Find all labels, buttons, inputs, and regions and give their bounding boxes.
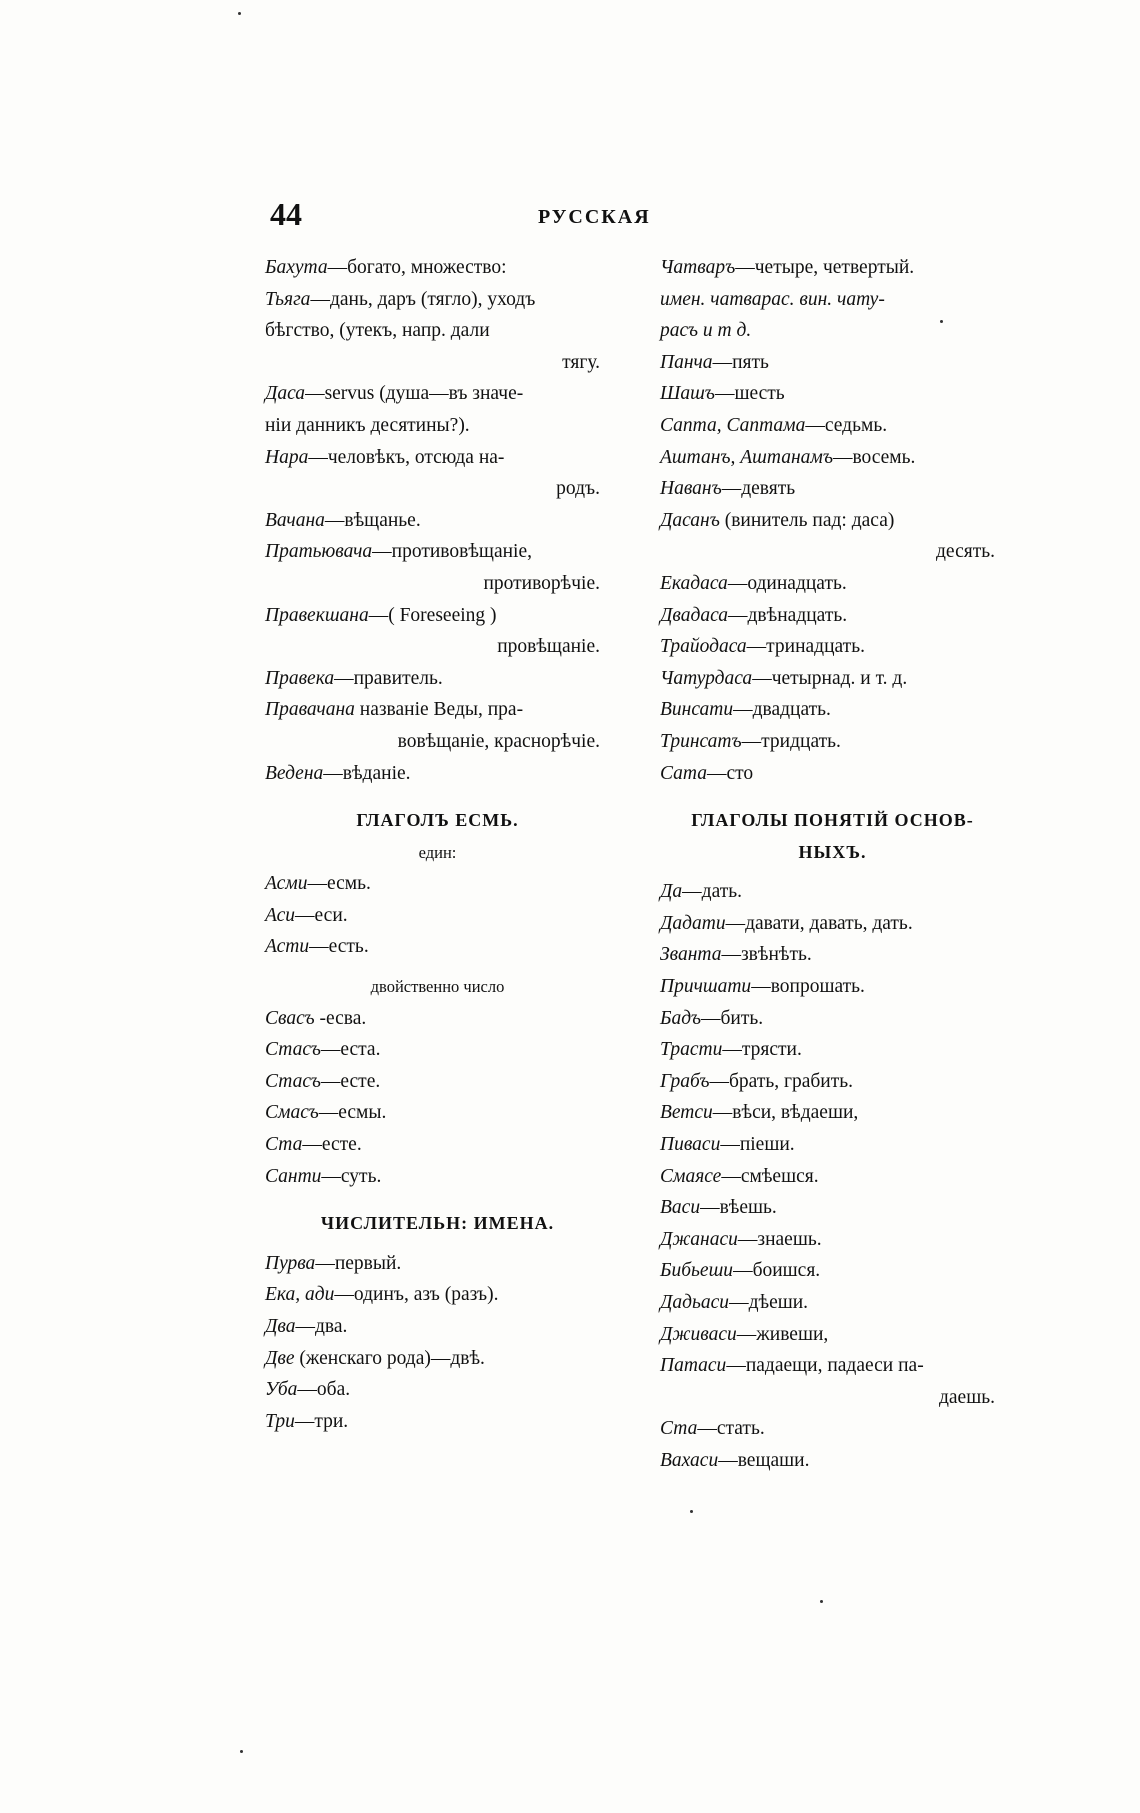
entry-term: Три — [265, 1410, 295, 1432]
text-line — [265, 1311, 610, 1343]
text-line — [265, 1066, 610, 1098]
verbs-basic-entries — [660, 876, 1005, 1476]
entry-definition: —противовѣщаніе, — [372, 541, 532, 563]
entry-definition: —вѣешь. — [700, 1197, 777, 1219]
text-line — [660, 1413, 1005, 1445]
verbs-basic-heading-line1: ГЛАГОЛЫ ПОНЯТІЙ ОСНОВ- — [691, 810, 974, 831]
text-line — [265, 1034, 610, 1066]
entry-definition: родъ. — [556, 478, 600, 500]
page-number: 44 — [270, 196, 302, 232]
entry-term: Вачана — [265, 509, 325, 531]
text-line — [660, 410, 1005, 442]
text-line — [660, 908, 1005, 940]
entry-term: Сата — [660, 762, 707, 784]
text-line — [265, 505, 610, 537]
entry-definition: —вещаши. — [718, 1449, 810, 1471]
entry-definition: —есте. — [320, 1070, 381, 1092]
text-line — [660, 284, 1005, 316]
text-line — [660, 568, 1005, 600]
entry-definition: (женскаго рода)—двѣ. — [294, 1347, 485, 1369]
entry-definition: —падаещи, падаеси па- — [726, 1355, 924, 1377]
print-speck — [238, 12, 241, 15]
entry-definition: —дань, даръ (тягло), уходъ — [310, 288, 536, 310]
text-line — [265, 347, 610, 379]
entry-definition: —человѣкъ, отсюда на- — [308, 446, 505, 468]
text-line — [265, 600, 610, 632]
text-line — [265, 315, 610, 347]
entry-definition: тягу. — [562, 351, 600, 373]
text-line — [265, 868, 610, 900]
dual-entries — [265, 1003, 610, 1193]
entry-definition: имен. чатварас. вин. чату- — [660, 288, 885, 310]
entry-term: Двадаса — [660, 604, 729, 626]
entry-term: Правекшана — [265, 604, 369, 626]
entry-definition: —давати, давать, дать. — [725, 912, 913, 934]
entry-definition: вовѣщаніе, краснорѣчіе. — [397, 730, 600, 752]
entry-term: Пратьювача — [265, 541, 373, 563]
text-line — [265, 473, 610, 505]
entry-term: Бибьеши — [660, 1260, 734, 1282]
entry-term: Васи — [660, 1197, 701, 1219]
entry-definition: —есмь. — [307, 873, 371, 895]
entry-definition: -есва. — [314, 1007, 367, 1029]
entry-definition: —суть. — [321, 1165, 382, 1187]
entry-definition: названіе Веды, пра- — [354, 699, 524, 721]
text-line — [660, 1097, 1005, 1129]
entry-definition: —знаешь. — [737, 1228, 822, 1250]
entry-definition: —смѣешся. — [721, 1165, 819, 1187]
entry-definition: —тринадцать. — [746, 636, 865, 658]
entry-term: Даса — [265, 383, 306, 405]
text-line — [660, 442, 1005, 474]
entry-definition: —правитель. — [334, 667, 443, 689]
text-line — [265, 252, 610, 284]
entry-definition: —восемь. — [832, 446, 916, 468]
entry-term: Смасъ — [265, 1102, 319, 1124]
entry-definition: —седьмь. — [805, 414, 888, 436]
numeral-entries — [265, 1248, 610, 1438]
entry-term: Пиваси — [660, 1134, 721, 1156]
text-line — [265, 1248, 610, 1280]
entry-definition: десять. — [936, 541, 995, 563]
text-line — [660, 600, 1005, 632]
entry-term: Сапта, Саптама — [660, 414, 806, 436]
entry-term: Бахута — [265, 257, 328, 278]
entry-definition: —тридцать. — [741, 730, 841, 752]
text-line — [660, 631, 1005, 663]
entry-definition: —есть. — [309, 936, 369, 958]
text-line — [660, 1224, 1005, 1256]
entry-term: Дадьаси — [660, 1292, 730, 1313]
entry-definition: —піеши. — [720, 1134, 795, 1156]
numerals-heading: ЧИСЛИТЕЛЬН: ИМЕНА. — [320, 1213, 555, 1234]
entry-term: Асти — [265, 936, 310, 958]
entry-definition: —servus (душа—въ значе- — [305, 383, 524, 405]
text-line — [265, 726, 610, 758]
entry-term: Трасти — [660, 1039, 723, 1061]
entry-definition: —одинадцать. — [727, 572, 847, 594]
entry-definition: —есте. — [302, 1134, 362, 1156]
print-speck — [940, 320, 943, 323]
entry-term: Чатурдаса — [660, 667, 753, 689]
entry-term: Нара — [265, 446, 309, 468]
text-line — [265, 758, 610, 790]
text-line — [660, 1350, 1005, 1382]
entry-term: Пурва — [265, 1252, 316, 1274]
entry-term: Винсати — [660, 699, 734, 721]
entry-term: Ста — [265, 1134, 303, 1156]
text-line — [265, 1406, 610, 1438]
entry-definition: —три. — [294, 1410, 349, 1432]
entry-definition: противорѣчіе. — [483, 572, 600, 594]
print-speck — [690, 1510, 693, 1513]
entry-term: Уба — [265, 1379, 298, 1401]
entry-definition: —дѣеши. — [729, 1292, 809, 1313]
text-line — [660, 1319, 1005, 1351]
text-line — [660, 378, 1005, 410]
entry-term: Смаясе — [660, 1165, 722, 1187]
entry-definition: —два. — [295, 1316, 348, 1337]
text-line — [660, 1161, 1005, 1193]
text-line — [660, 1066, 1005, 1098]
verbs-basic-heading-line2: НЫХЪ. — [798, 841, 867, 862]
entry-term: Чатваръ — [660, 257, 736, 278]
verb-esm-heading: ГЛАГОЛЪ ЕСМЬ. — [356, 810, 519, 831]
text-line — [660, 758, 1005, 790]
text-line — [660, 1287, 1005, 1319]
text-line — [265, 568, 610, 600]
entry-term: Тьяга — [265, 288, 311, 310]
entry-definition: даешь. — [938, 1386, 995, 1408]
entry-definition: —оба. — [297, 1379, 351, 1401]
text-line — [660, 1129, 1005, 1161]
entry-term: Аштанъ, Аштанамъ — [660, 446, 833, 468]
text-line — [660, 347, 1005, 379]
text-line — [660, 1003, 1005, 1035]
entry-term: Дадати — [660, 912, 726, 934]
dual-subheading: двойственно число — [370, 977, 505, 997]
running-head: РУССКАЯ — [538, 206, 651, 228]
entry-definition: расъ и т д. — [660, 320, 752, 342]
text-line — [265, 536, 610, 568]
entry-definition: провѣщаніе. — [497, 636, 600, 658]
entry-definition: —есмы. — [318, 1102, 387, 1124]
text-line — [265, 410, 610, 442]
entry-definition: —четырнад. и т. д. — [752, 667, 908, 689]
entry-term: Причшати — [660, 976, 752, 998]
entry-definition: —одинъ, азъ (разъ). — [334, 1284, 499, 1306]
text-line — [660, 536, 1005, 568]
entry-definition: —стать. — [697, 1418, 765, 1440]
entry-term: Санти — [265, 1165, 322, 1187]
entry-term: Джанаси — [660, 1228, 738, 1250]
text-line — [660, 663, 1005, 695]
text-line — [265, 1097, 610, 1129]
text-line — [660, 1255, 1005, 1287]
entry-definition: —боишся. — [733, 1260, 821, 1282]
entry-term: Екадаса — [660, 572, 728, 594]
entry-definition: —девять — [721, 478, 796, 500]
right-entries — [660, 252, 1005, 789]
entry-definition: —богато, множество: — [327, 257, 507, 278]
entry-term: Дасанъ — [660, 509, 720, 531]
text-line — [265, 1129, 610, 1161]
entry-term: Две — [265, 1347, 295, 1369]
entry-term: Тринсатъ — [660, 730, 742, 752]
entry-definition: —четыре, четвертый. — [735, 257, 915, 278]
text-line — [660, 1445, 1005, 1477]
entry-definition: —трясти. — [722, 1039, 802, 1061]
entry-term: Стасъ — [265, 1070, 321, 1092]
entry-definition: —еси. — [295, 904, 348, 926]
text-line — [660, 694, 1005, 726]
entry-term: Ека, ади — [265, 1284, 335, 1306]
text-line — [265, 663, 610, 695]
entry-definition: —звѣнѣть. — [721, 944, 812, 966]
entry-definition: бѣгство, (утекъ, напр. дали — [265, 320, 490, 342]
text-line — [265, 1279, 610, 1311]
entry-term: Званта — [660, 944, 722, 966]
verb-esm-entries — [265, 868, 610, 963]
text-line — [660, 252, 1005, 284]
text-line — [660, 473, 1005, 505]
entry-definition: (винитель пад: даса) — [719, 509, 895, 531]
text-line — [265, 1003, 610, 1035]
entry-term: Асми — [265, 873, 308, 895]
text-line — [660, 876, 1005, 908]
entry-term: Трайодаса — [660, 636, 747, 658]
entry-term: Аси — [265, 904, 296, 926]
entry-term: Шашъ — [660, 383, 715, 405]
left-column — [265, 252, 610, 1437]
entry-definition: —двадцать. — [733, 699, 831, 721]
entry-definition: —живеши, — [736, 1323, 829, 1345]
text-line — [265, 442, 610, 474]
entry-term: Ветси — [660, 1102, 713, 1124]
entry-term: Правека — [265, 667, 335, 689]
singular-subheading: един: — [418, 842, 457, 862]
print-speck — [240, 1750, 243, 1753]
text-line — [265, 1374, 610, 1406]
entry-definition: —бить. — [700, 1007, 764, 1029]
print-speck — [820, 1600, 823, 1603]
text-line — [265, 900, 610, 932]
left-entries — [265, 252, 610, 789]
entry-definition: —пять — [712, 351, 769, 373]
text-line — [265, 378, 610, 410]
entry-term: Вахаси — [660, 1449, 719, 1471]
entry-term: Ста — [660, 1418, 698, 1440]
entry-definition: —шесть — [714, 383, 785, 405]
text-line — [660, 939, 1005, 971]
text-line — [660, 1192, 1005, 1224]
entry-definition: —двѣнадцать. — [728, 604, 848, 626]
entry-term: Грабъ — [660, 1070, 710, 1092]
entry-definition: —( Foreseeing ) — [368, 604, 497, 626]
text-line — [265, 631, 610, 663]
entry-term: Правачана — [265, 699, 355, 721]
entry-definition: —сто — [706, 762, 754, 784]
text-line — [660, 315, 1005, 347]
entry-definition: —вопрошать. — [751, 976, 865, 998]
entry-term: Патаси — [660, 1355, 727, 1377]
entry-term: Два — [265, 1316, 296, 1337]
entry-term: Наванъ — [660, 478, 722, 500]
entry-term: Ведена — [265, 762, 324, 784]
right-column — [660, 252, 1005, 1477]
entry-definition: —первый. — [315, 1252, 402, 1274]
text-line — [265, 1161, 610, 1193]
entry-definition: —брать, грабить. — [709, 1070, 854, 1092]
entry-definition: —дать. — [682, 881, 743, 903]
entry-term: Бадъ — [660, 1007, 701, 1029]
entry-definition: ніи данникъ десятины?). — [265, 414, 470, 436]
entry-term: Да — [660, 881, 683, 903]
text-line — [660, 726, 1005, 758]
entry-definition: —вѣданіе. — [323, 762, 411, 784]
text-line — [265, 1343, 610, 1375]
text-line — [660, 971, 1005, 1003]
text-line — [265, 694, 610, 726]
text-line — [265, 931, 610, 963]
text-line — [660, 1034, 1005, 1066]
entry-definition: —еста. — [320, 1039, 381, 1061]
entry-term: Панча — [660, 351, 713, 373]
entry-definition: —вѣси, вѣдаеши, — [712, 1102, 859, 1124]
text-line — [660, 1382, 1005, 1414]
text-line — [265, 284, 610, 316]
entry-term: Стасъ — [265, 1039, 321, 1061]
text-line — [660, 505, 1005, 537]
entry-term: Дживаси — [660, 1323, 737, 1345]
entry-term: Свасъ — [265, 1007, 315, 1029]
entry-definition: —вѣщанье. — [324, 509, 421, 531]
